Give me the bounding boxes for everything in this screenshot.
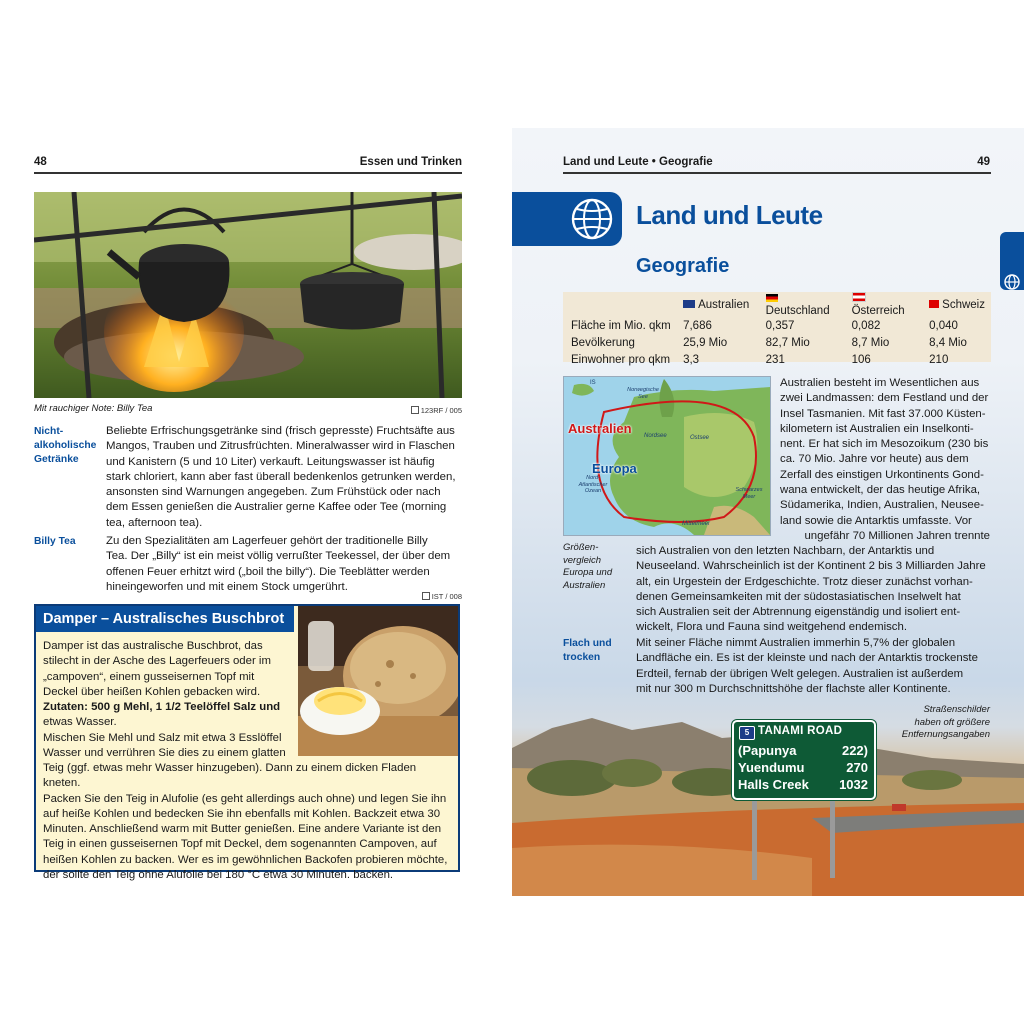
flag-austria-icon [852,292,866,302]
page-number-left: 48 [34,156,47,168]
chapter-thumb-tab[interactable] [1000,232,1024,290]
size-comparison-map [563,376,771,536]
map-caption: Größen- vergleich Europa und Australien [563,542,613,591]
sign-road-name: TANAMI ROAD [758,725,843,737]
list-item: Halls Creek 1032 [738,777,868,792]
globe-icon [570,197,614,241]
billy-tea-photo [34,192,462,398]
flag-switzerland-icon [929,300,939,308]
map-label-black-sea: Schwarzes Meer [735,487,763,500]
running-head-left: Essen und Trinken [359,156,462,168]
damper-narrow-text: Damper ist das australische Buschbrot, das stilecht in der Asche des Lagerfeuers oder im „campoven“, einem gusseisernen Topf mit Deckel über heißen Kohlen gebacken wird. Zutaten: 500 g Mehl, 1 1/2 Teelöffel Salz und etwas Wasser. Mischen Sie Mehl und Salz mit etwa 3 Esslöffel Wasser und verrühren Sie dies zu einem glatten [43,640,286,760]
table-row: Einwohner pro qkm 3,3 231 106 210 [571,353,949,366]
column-oesterreich: Österreich [848,292,926,317]
sign-post-left [752,790,757,880]
globe-icon [1000,232,1024,290]
damper-recipe-box [34,604,460,882]
damper-wide-text: Teig (ggf. etwas mehr Wasser hinzugeben). Dann zu einem dicken Fladen kneten. Packen Sie den Teig in Alufolie (es geht allerdings auch ohne) und legen Sie ihn auf heiße Kohlen und bedecken Sie ihn ebenfalls mit Kohlen. Backzeit etwa 30 Minuten. Anschließend warm mit Butter genießen. Eine andere Variante ist den Teig in einen gusseisernen Topf mit Deckel, dem sogenannten Campoven, auf heißen Kohlen zu backen. Wer es im gewöhnlichen Backofen probieren möchte, der sollte den Teig ohne Alufolie bei 180 °C etwa 30 Minuten. backen. [43,762,448,882]
map-label-europa: Europa [592,461,637,476]
sign-destinations [738,742,868,793]
table-row: Bevölkerung 25,9 Mio 82,7 Mio 8,7 Mio 8,4 Mio [571,336,967,349]
map-label-is: IS [590,380,596,386]
map-label-australien: Australien [568,421,632,436]
drinks-paragraph: Beliebte Erfrischungsgetränke sind (frisch gepresste) Fruchtsäfte aus Mangos, Trauben und Zitrusfrüchten. Mineralwasser wird in Flaschen und Kanistern (5 und 10 Liter) verkauft. Leitungswasser ist häufig stark chloriert, kann aber fast überall bedenkenlos getrunken werden, ansonsten sind Warnungen angegeben. Zum Frühstück oder nach dem Essen genießen die Australier gerne Kaffee oder Tee (morning tea, afternoon tea). [106,425,456,529]
section-label-billy-tea: Billy Tea [34,536,76,547]
sign-post-right [830,790,835,878]
billy-tea-paragraph: Zu den Spezialitäten am Lagerfeuer gehört der traditionelle Billy Tea. Der „Billy“ ist ein meist völlig verrußter Teekessel, der über dem offenen Feuer erhitzt wird („boil the billy“). Die Teeblätter werden hineingeworfen und mit einem Stock umgerührt. [106,535,451,593]
damper-box-title: Damper – Australisches Buschbrot [36,606,294,632]
section2-credit: IST / 008 [390,592,462,601]
flag-australia-icon [683,300,695,308]
flag-germany-icon [766,294,778,302]
map-label-atlantic: Nord-Atlantischer Ozean [578,475,608,494]
map-label-ostsee: Ostsee [690,435,710,441]
column-deutschland: Deutschland [762,292,848,317]
chapter-badge [512,192,622,246]
flat-dry-paragraph: Mit seiner Fläche nimmt Australien immerhin 5,7% der globalen Landfläche ein. Es ist der kleinste und nach der Antarktis trockenste Erdteil, fernab der übrigen Welt gelegen. Australien ist außerdem mit nur 300 m Durchschnittshöhe der flachste aller Kontinente. [636,637,978,695]
damper-bread-photo [298,606,458,756]
geo-intro-narrow: Australien besteht im Wesentlichen aus zwei Landmassen: dem Festland und der Insel Tasmanien. Mit fast 37.000 Küsten- kilometern ist Australien ein Inselkonti- nent. Er hat sich im Mesozoikum (230 bis ca. 70 Mio. Jahre vor heute) aus dem Zerfall des einstigen Urkontinents Gond- wana entwickelt, der das heutige Afrika, Südamerika, Indien, Australien, Neusee- land sowie die Antarktis umfasste. Vor ungefähr 70 Millionen Jahren trennte [780,377,990,542]
map-label-nordsee: Nordsee [644,433,667,439]
list-item: (Papunya 222) [738,743,868,758]
map-label-norw-sea: Norwegische See [627,387,659,400]
map-label-med: Mittelmeer [682,521,711,527]
header-rule-right [563,172,991,174]
section-title: Geografie [636,255,730,277]
chapter-title: Land und Leute [636,200,823,230]
section-label-flat-dry: Flach und trocken [563,638,612,663]
running-head-right: Land und Leute • Geografie [563,156,713,168]
route-shield: 5 [739,726,755,740]
comparison-table [563,292,991,366]
tanami-road-sign [732,720,876,800]
section-label-drinks: Nicht- alkoholische Getränke [34,426,97,465]
photo-credit: 123RF / 005 [390,406,462,415]
page-number-right: 49 [977,156,990,168]
list-item: Yuendumu 270 [738,760,868,775]
table-row: Fläche im Mio. qkm 7,686 0,357 0,082 0,040 [571,319,958,332]
geo-intro-wide: sich Australien von den letzten Nachbarn, der Antarktis und Neuseeland. Wahrscheinlich ist der Kontinent 2 bis 3 Milliarden Jahre alt, ein Urgestein der Erdgeschichte. Trotz dieser zunächst vorhan- denen Gemeinsamkeiten mit der südostasiatischen Inselwelt hat sich Australien seit der Abtrennung eigenständig und isoliert ent- wickelt, Flora und Fauna sind weitgehend endemisch. [636,545,986,634]
header-rule-left [34,172,462,174]
column-australien: Australien [679,292,762,317]
sign-caption: Straßenschilder haben oft größere Entfernungsangaben [901,704,990,740]
photo-caption: Mit rauchiger Note: Billy Tea [34,403,153,414]
column-schweiz: Schweiz [925,292,991,317]
